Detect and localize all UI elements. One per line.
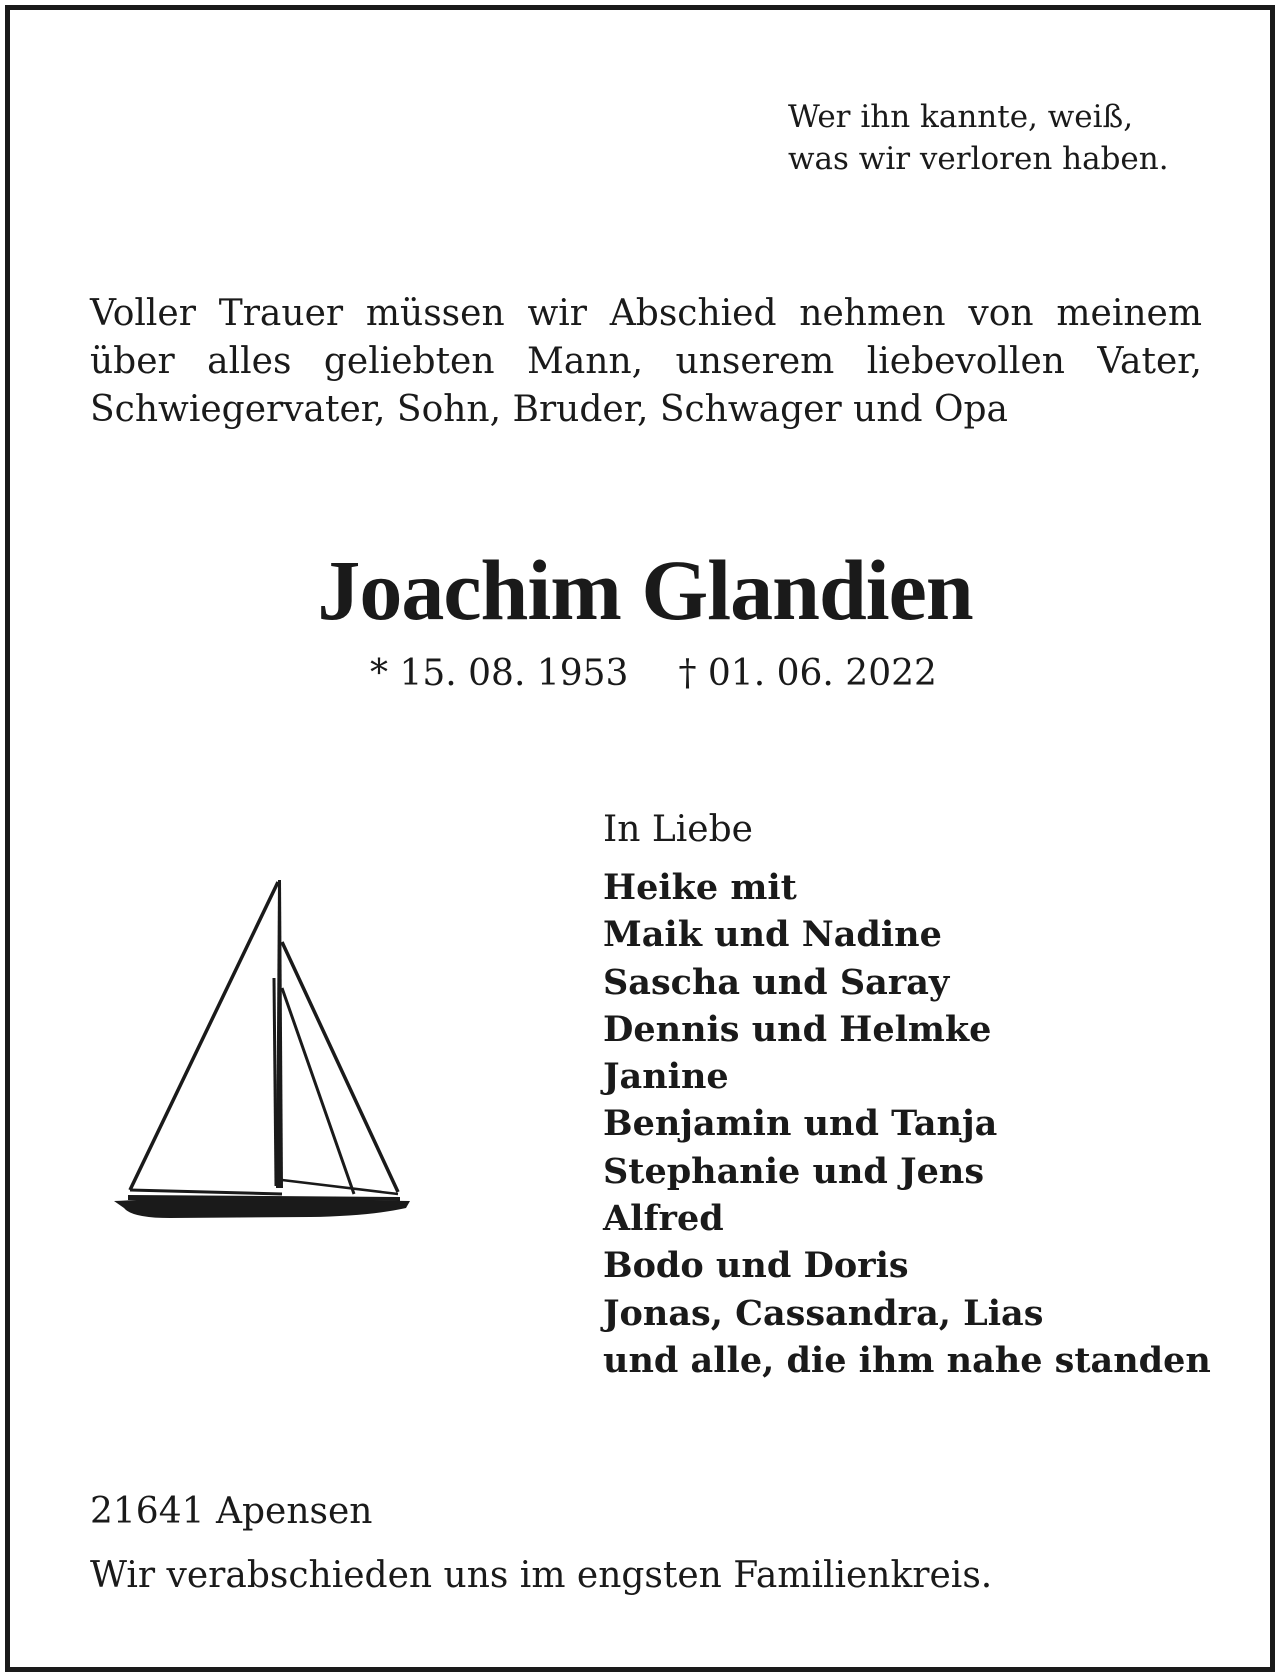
- intro-line: über alles geliebten Mann, unserem liebevollen Vater,: [90, 341, 1202, 382]
- mourner-name: Benjamin und Tanja: [603, 1103, 998, 1145]
- intro-line: Schwiegervater, Sohn, Bruder, Schwager und Opa: [90, 389, 1009, 430]
- intro-paragraph: [90, 290, 1202, 434]
- mourner-name: und alle, die ihm nahe standen: [603, 1339, 1211, 1381]
- mourners-intro: In Liebe: [603, 809, 753, 850]
- mourner-name: Sascha und Saray: [603, 961, 950, 1003]
- obituary-frame: [5, 5, 1275, 1672]
- mourners-list: [603, 864, 1211, 1384]
- motto-quote: [788, 96, 1169, 180]
- sailboat-icon: [110, 868, 420, 1238]
- mourner-name: Jonas, Cassandra, Lias: [603, 1292, 1044, 1334]
- death-date: † 01. 06. 2022: [678, 653, 937, 694]
- motto-line: was wir verloren haben.: [788, 141, 1169, 177]
- birth-date: * 15. 08. 1953: [370, 653, 629, 694]
- deceased-name: Joachim Glandien: [317, 542, 973, 638]
- intro-line: Voller Trauer müssen wir Abschied nehmen von meinem: [90, 293, 1202, 334]
- mourner-name: Dennis und Helmke: [603, 1008, 992, 1050]
- motto-line: Wer ihn kannte, weiß,: [788, 99, 1134, 135]
- mourner-name: Janine: [603, 1056, 729, 1098]
- life-dates: [370, 650, 937, 698]
- address: 21641 Apensen: [90, 1491, 373, 1532]
- mourner-name: Alfred: [603, 1198, 724, 1240]
- mourner-name: Maik und Nadine: [603, 914, 942, 956]
- mourner-name: Stephanie und Jens: [603, 1150, 985, 1192]
- mourner-name: Bodo und Doris: [603, 1245, 909, 1287]
- mourner-name: Heike mit: [603, 867, 797, 908]
- funeral-note: Wir verabschieden uns im engsten Familienkreis.: [90, 1555, 993, 1596]
